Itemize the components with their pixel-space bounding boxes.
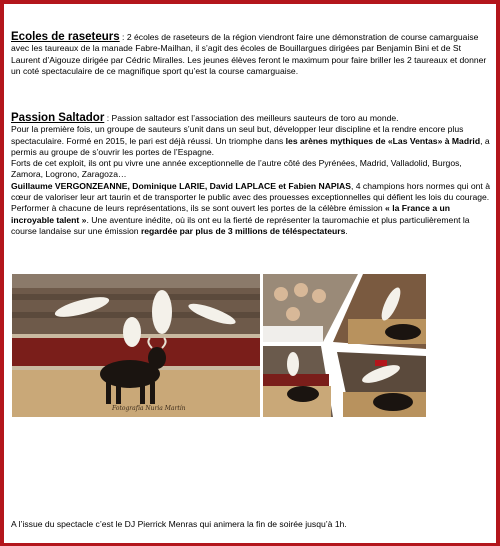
section-intro: : Passion saltador est l’association des meilleurs sauteurs de toro au monde. bbox=[104, 113, 399, 123]
jumper-sash bbox=[375, 360, 387, 366]
paragraph-tv-show bbox=[11, 203, 491, 237]
bold-run: Guillaume VERGONZEANNE, Dominique LARIE, David LAPLACE et Fabien NAPIAS bbox=[11, 180, 351, 191]
bull bbox=[385, 324, 421, 340]
bull bbox=[373, 393, 413, 411]
bold-run: « la France a un incroyable talent » bbox=[11, 203, 450, 225]
stands-top bbox=[12, 274, 260, 288]
bold-run: regardée par plus de 3 millions de téléspectateurs bbox=[140, 225, 346, 236]
paragraph-history bbox=[11, 124, 491, 158]
section-raseteurs bbox=[11, 32, 491, 77]
photo-arena-jump bbox=[12, 274, 260, 417]
saltador-intro-line bbox=[11, 113, 491, 124]
bold-run: les arènes mythiques de «Las Ventas» à Madrid bbox=[285, 135, 481, 146]
collage-illustration bbox=[263, 274, 426, 417]
stadium-barrier bbox=[263, 374, 329, 386]
paragraph-exploit: Forts de cet exploit, ils ont pu vivre une année exceptionnelle de l’autre côté des Pyrénées, Madrid, Valladolid, Burgos, Zamora, Logrono, Zaragoza… bbox=[11, 158, 462, 180]
photo-collage bbox=[263, 274, 426, 417]
footer-note: A l’issue du spectacle c’est le DJ Pierrick Menras qui animera la fin de soirée jusqu’à 1h. bbox=[11, 519, 347, 529]
text-run: , 4 champions hors normes qui ont à cœur de valoriser leur art taurin et de transporter le public avec des prouesses exceptionnelles qui défient les lois du courage. bbox=[11, 180, 490, 203]
bull bbox=[287, 386, 319, 402]
photo-signature: Fotografía Nuria Martín bbox=[112, 405, 186, 412]
arena-illustration bbox=[12, 274, 260, 417]
text-run: . Une aventure inédite, où ils ont eu la fierté de représenter la tauromachie et plus particulièrement la course landaise sur une émission bbox=[11, 214, 470, 236]
text-run: , a permis au groupe de s’ouvrir les portes de l’Espagne. bbox=[11, 135, 490, 157]
section-heading: Passion Saltador bbox=[11, 112, 105, 124]
text-run: Pour la première fois, un groupe de sauteurs s’unit dans un seul but, développer leur discipline et la rendre encore plus spectaculaire. Formé en 2015, le pari est déjà réussi. Un triomphe dans bbox=[11, 124, 464, 146]
stands-row bbox=[12, 294, 260, 300]
section-body: : 2 écoles de raseteurs de la région viendront faire une démonstration de course camarguaise avec les taureaux de la manade Fabre-Mailhan, il s’agit des écoles de Bouillargues dirigées par Benjamin Bini et de St Laurent d’Aigouze dirigée par Cédric Miralles. Les jeunes élèves feront le maximum pour faire briller les 2 taureaux et donner un coté spectaculaire de ce magnifique sport qu’est la course camarguaise. bbox=[11, 32, 487, 76]
jumper bbox=[287, 352, 299, 376]
text-run: Performer à chacune de leurs représentations, ils se sont ouvert les portes de la célèbre émission bbox=[11, 203, 386, 214]
section-saltador bbox=[11, 113, 491, 237]
group-shirts bbox=[263, 326, 323, 342]
section-heading: Ecoles de raseteurs bbox=[11, 31, 120, 43]
paragraph-champions bbox=[11, 181, 491, 204]
text-run: . bbox=[345, 225, 348, 236]
